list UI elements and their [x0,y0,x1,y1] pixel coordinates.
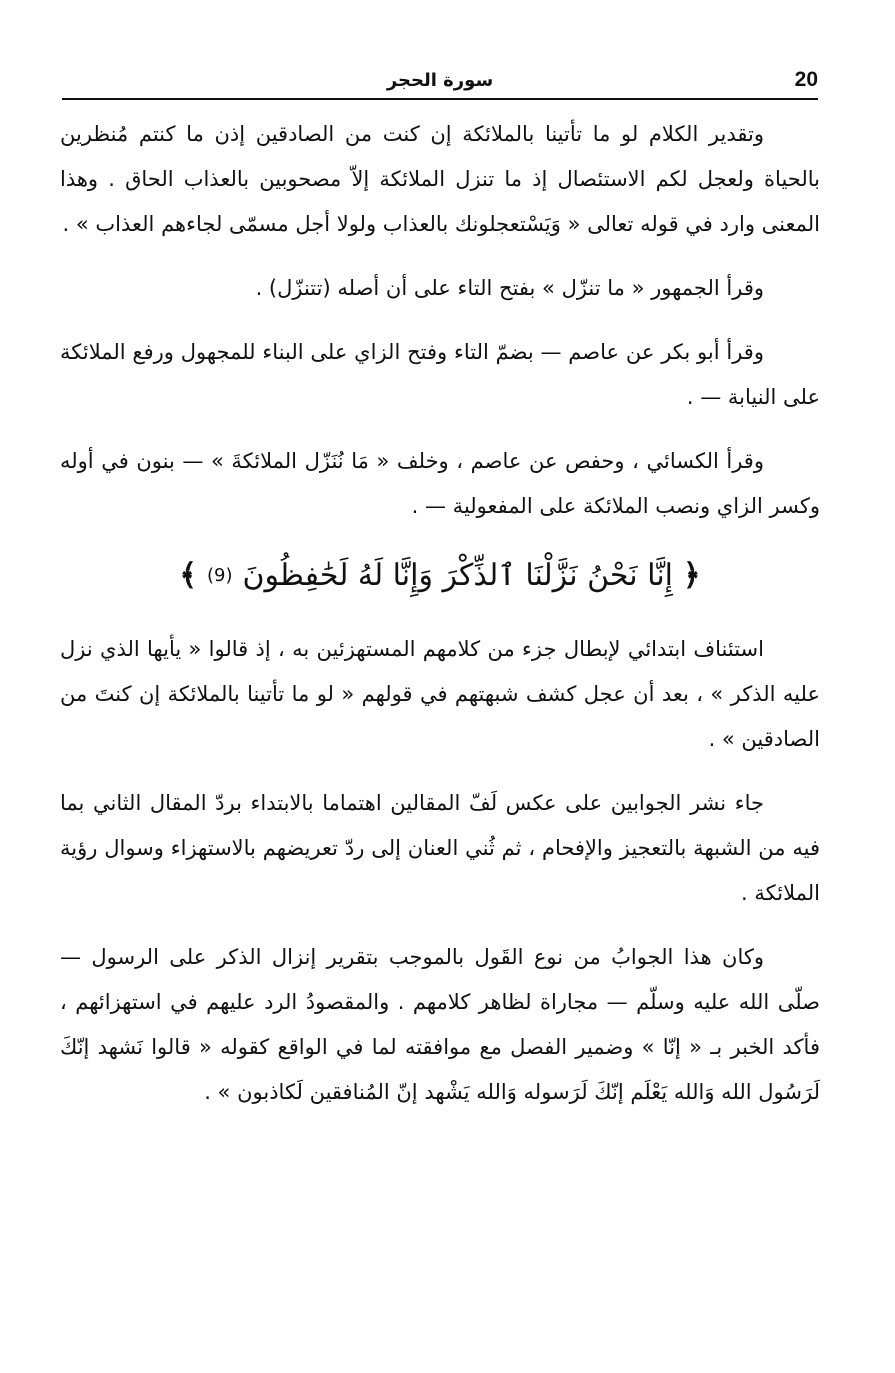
verse-open-bracket: ﴿ [683,558,701,593]
paragraph: وقرأ الكسائي ، وحفص عن عاصم ، وخلف « مَا نُنَزّل الملائكةَ » — بنون في أوله وكسر الزاي ونصب الملائكة على المفعولية — . [60,449,820,518]
verse-close-bracket: ﴾ [179,558,197,593]
header-rule [62,98,818,100]
paragraph: وكان هذا الجوابُ من نوع القَول بالموجب بتقرير إنزال الذكر على الرسول — صلّى الله عليه وسلّم — مجاراة لظاهر كلامهم . والمقصودُ الرد عليهم في استهزائهم ، فأكد الخبر بـ « إنّا » وضمير الفصل مع موافقته لما في الواقع كقوله « قالوا نَشهد إنّكَ لَرَسُول الله وَالله يَعْلَم إنّكَ لَرَسوله وَالله يَشْهد إنّ المُنافقين لَكاذبون » . [60,945,820,1104]
paragraph: استئناف ابتدائي لإبطال جزء من كلامهم المستهزئين به ، إذ قالوا « يأيها الذي نزل عليه الذكر » ، بعد أن عجل كشف شبهتهم في قولهم « لو ما تأتينا بالملائكة إن كنتَ من الصادقين » . [60,637,820,751]
verse-text: إِنَّا نَحْنُ نَزَّلْنَا ٱلذِّكْرَ وَإِنَّا لَهُ لَحَٰفِظُونَ [242,558,674,593]
paragraph: وقرأ الجمهور « ما تنزّل » بفتح التاء على أن أصله (تتنزّل) . [255,276,764,300]
page-number: 20 [794,68,818,91]
verse-number: (9) [207,565,233,586]
paragraph: جاء نشر الجوابين على عكس لَفّ المقالين اهتماما بالابتداء بردّ المقال الثاني بما فيه من الشبهة بالتعجيز والإفحام ، ثم ثُني العنان إلى ردّ تعريضهم بالاستهزاء وسوال رؤية الملائكة . [60,791,820,905]
page-header [62,66,818,100]
quran-verse [60,551,820,601]
paragraph: وقرأ أبو بكر عن عاصم — بضمّ التاء وفتح الزاي على البناء للمجهول ورفع الملائكة على النيابة — . [60,340,820,409]
paragraph: وتقدير الكلام لو ما تأتينا بالملائكة إن كنت من الصادقين إذن ما كنتم مُنظرين بالحياة ولعجل لكم الاستئصال إذ ما تنزل الملائكة إلاّ مصحوبين بالعذاب الحاق . وهذا المعنى وارد في قوله تعالى « وَيَسْتعجلونك بالعذاب ولولا أجل مسمّى لجاءهم العذاب » . [60,122,820,236]
running-title: سورة الحجر [386,70,494,91]
page-body [60,112,820,1134]
